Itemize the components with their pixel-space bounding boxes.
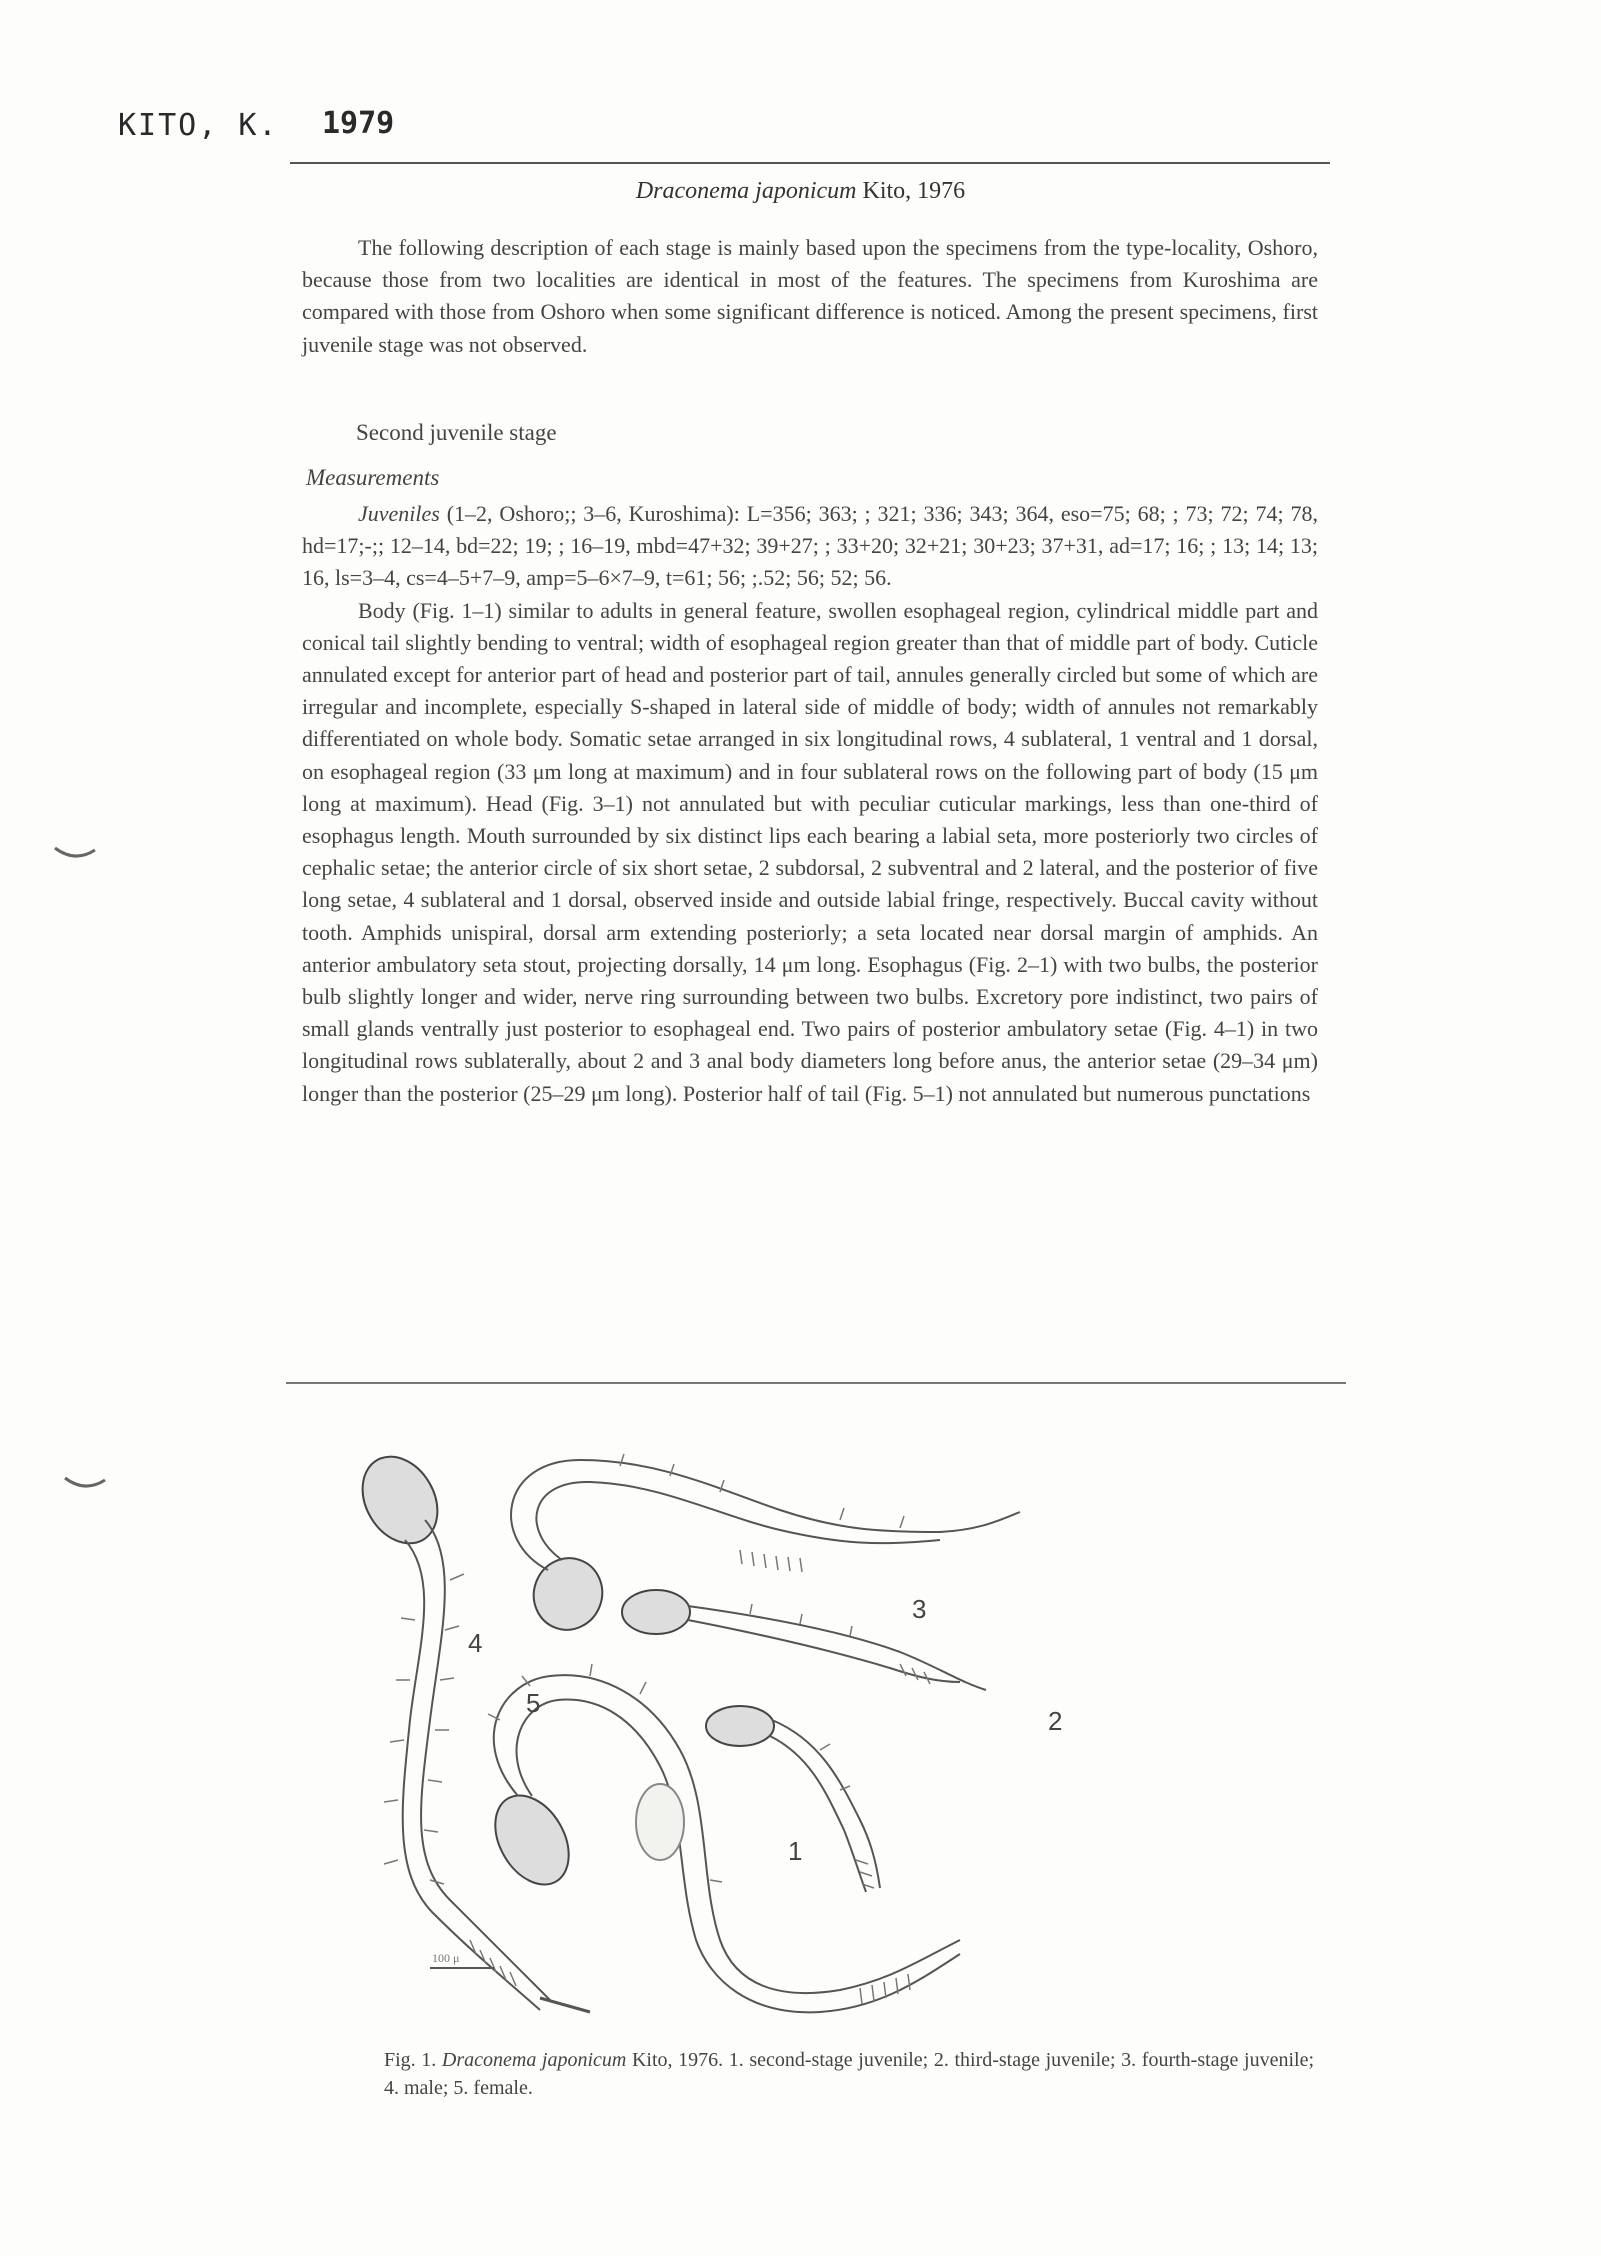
figure-caption [384, 2046, 1314, 2102]
figure-rule [286, 1382, 1346, 1384]
intro-paragraph [302, 232, 1318, 361]
scan-hole-mark-top [50, 838, 100, 868]
year-header: 1979 [322, 106, 395, 141]
top-rule [290, 162, 1330, 164]
label-1: 1 [788, 1836, 803, 1866]
figure-1-drawings [300, 1420, 1360, 2040]
caption-prefix: Fig. 1. [384, 2049, 437, 2071]
label-2: 2 [1048, 1706, 1063, 1736]
scan-hole-mark-bottom [60, 1468, 110, 1498]
caption-species: Draconema japonicum [441, 2049, 627, 2071]
title-species: Draconema japonicum [635, 178, 857, 204]
intro-text: The following description of each stage is mainly based upon the specimens from the type-locality, Oshoro, because those from two localities are identical in most of the features. The specimens from Kuroshima are compared with those from Oshoro when some significant difference is noticed. Among the present specimens, first juvenile stage was not observed. [302, 235, 1318, 357]
measurements-text [302, 498, 1318, 595]
label-5: 5 [526, 1688, 541, 1718]
label-4: 4 [468, 1628, 483, 1658]
title-authority: Kito, 1976 [862, 178, 966, 204]
specimen-2-third-stage-juvenile [622, 1590, 986, 1690]
measurements-heading: Measurements [306, 465, 440, 490]
section-heading: Second juvenile stage [356, 420, 557, 445]
caption-rest: Kito, 1976. 1. second-stage juvenile; 2. third-stage juvenile; 3. fourth-stage juvenile; 4. male; 5. female. [384, 2049, 1315, 2099]
specimen-4-male [348, 1443, 590, 2012]
measurements-values: (1–2, Oshoro;; 3–6, Kuroshima): L=356; 363; ; 321; 336; 343; 364, eso=75; 68; ; 73; 72; 74; 78, hd=17;-;; 12–14, bd=22; 19; ; 16–19, mbd=47+32; 39+27; ; 33+20; 32+21; 30+23; 37+31, ad=17; 16; ; 13; 14; 13; 16, ls=3–4, cs=4–5+7–9, amp=5–6×7–9, t=61; 56; ;.52; 56; 52; 56. [302, 501, 1318, 591]
scale-bar-label: 100 μ [432, 1951, 460, 1965]
author-header: KITO, K. [118, 108, 279, 143]
specimen-3-fourth-stage-juvenile [511, 1454, 1020, 1639]
article-title [0, 178, 1601, 205]
measurements-paragraph [302, 498, 1318, 1110]
measurements-lead: Juveniles [358, 501, 440, 526]
label-3: 3 [912, 1594, 927, 1624]
body-description: Body (Fig. 1–1) similar to adults in general feature, swollen esophageal region, cylindrical middle part and conical tail slightly bending to ventral; width of esophageal region greater than that of middle part of body. Cuticle annulated except for anterior part of head and posterior part of tail, annules generally circled but some of which are irregular and incomplete, especially S-shaped in lateral side of middle of body; width of annules not remarkably differentiated on whole body. Somatic setae arranged in six longitudinal rows, 4 sublateral, 1 ventral and 1 dorsal, on esophageal region (33 μm long at maximum) and in four sublateral rows on the following part of body (15 μm long at maximum). Head (Fig. 3–1) not annulated but with peculiar cuticular markings, less than one-third of esophagus length. Mouth surrounded by six distinct lips each bearing a labial seta, more posteriorly two circles of cephalic setae; the anterior circle of six short setae, 2 subdorsal, 2 subventral and 2 lateral, and the posterior of five long setae, 4 sublateral and 1 dorsal, observed inside and outside labial fringe, respectively. Buccal cavity without tooth. Amphids unispiral, dorsal arm extending posteriorly; a seta located near dorsal margin of amphids. An anterior ambulatory seta stout, projecting dorsally, 14 μm long. Esophagus (Fig. 2–1) with two bulbs, the posterior bulb slightly longer and wider, nerve ring surrounding between two bulbs. Excretory pore indistinct, two pairs of small glands ventrally just posterior to esophageal end. Two pairs of posterior ambulatory setae (Fig. 4–1) in two longitudinal rows sublaterally, about 2 and 3 anal body diameters long before anus, the anterior setae (29–34 μm) longer than the posterior (25–29 μm long). Posterior half of tail (Fig. 5–1) not annulated but numerous punctations [302, 597, 1318, 1106]
